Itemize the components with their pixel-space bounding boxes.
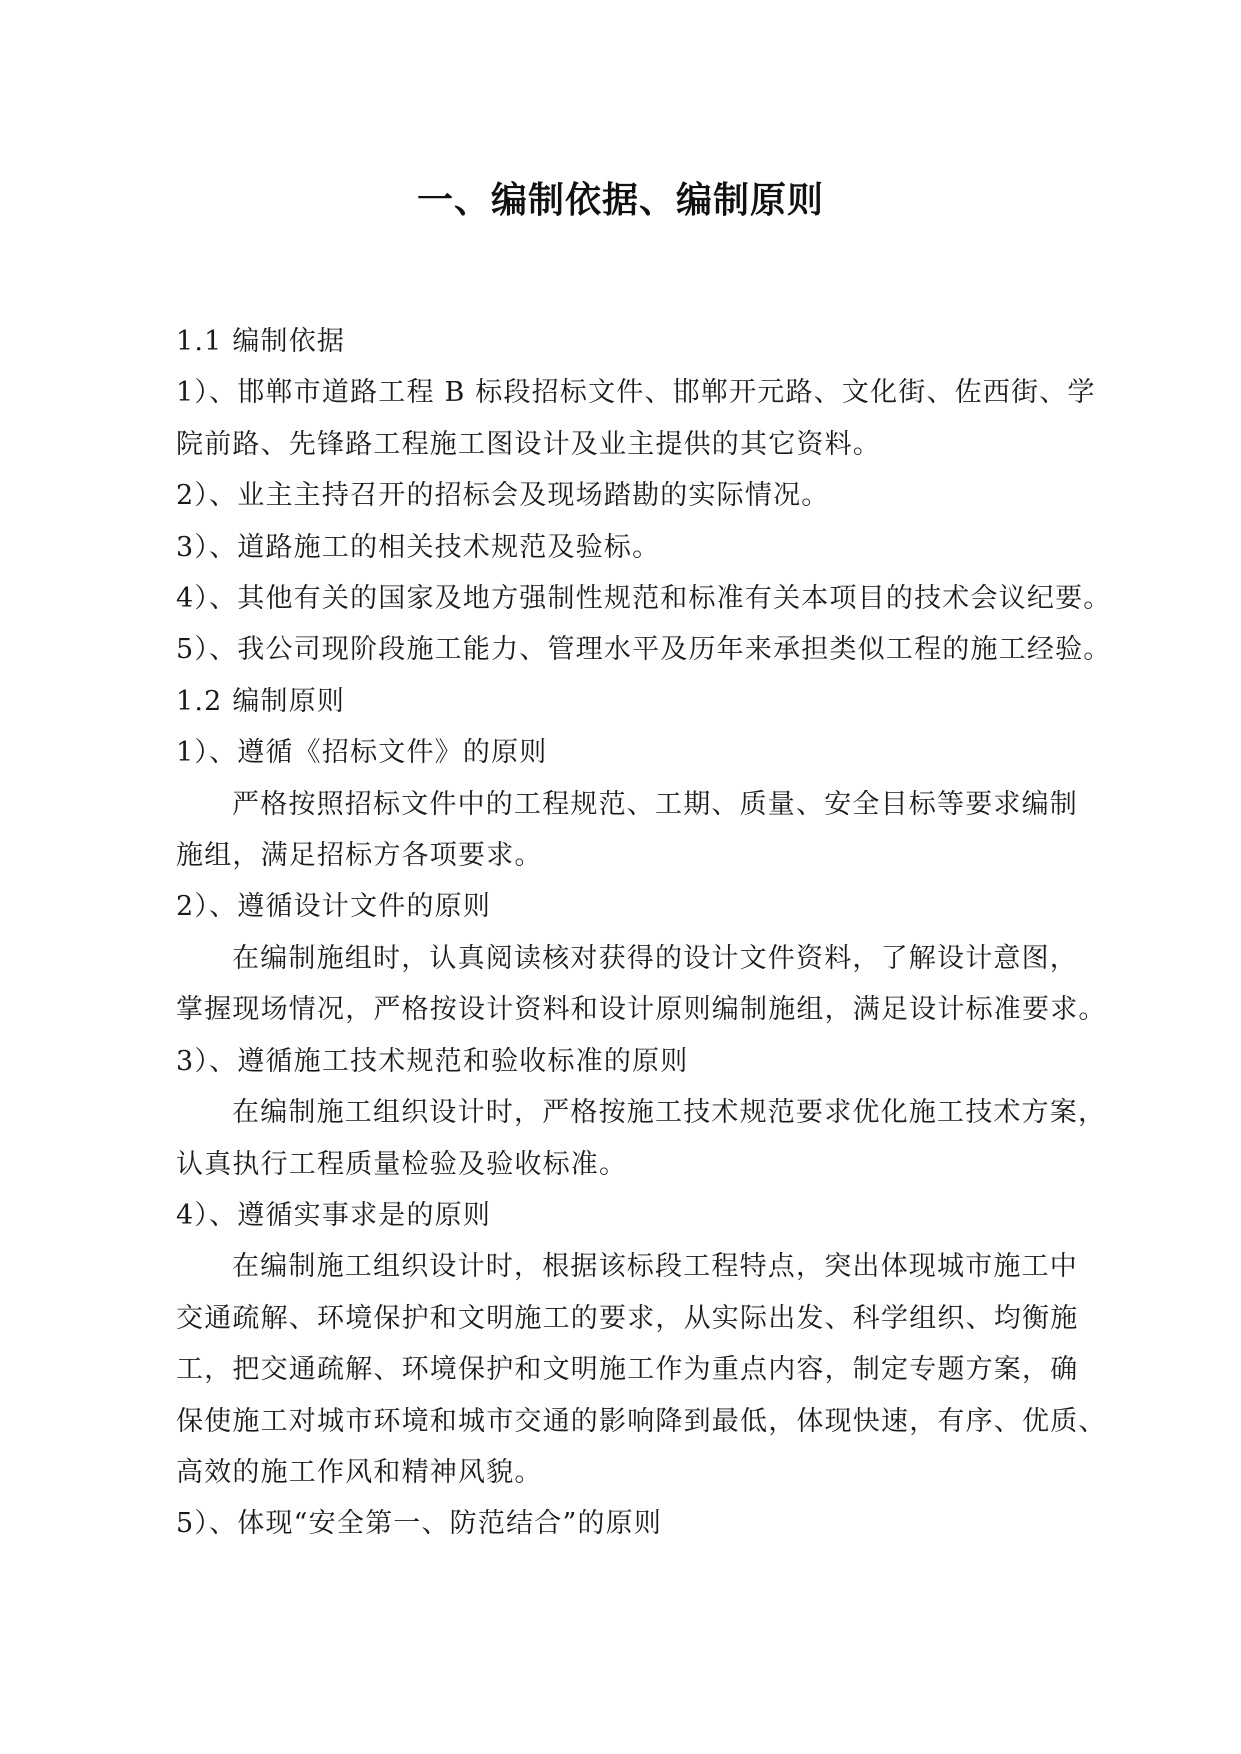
body-line: 1）、邯郸市道路工程 B 标段招标文件、邯郸开元路、文化街、佐西街、学 [176, 377, 1096, 409]
body-line: 2）、遵循设计文件的原则 [176, 891, 492, 923]
body-line: 掌握现场情况，严格按设计资料和设计原则编制施组，满足设计标准要求。 [176, 994, 1107, 1026]
section-heading: 1.2 编制原则 [176, 685, 346, 717]
body-line: 严格按照招标文件中的工程规范、工期、质量、安全目标等要求编制 [232, 788, 1078, 820]
body-line: 高效的施工作风和精神风貌。 [176, 1456, 543, 1488]
body-line: 4）、其他有关的国家及地方强制性规范和标准有关本项目的技术会议纪要。 [176, 583, 1112, 615]
body-line: 在编制施工组织设计时，根据该标段工程特点，突出体现城市施工中 [232, 1251, 1078, 1283]
document-body [176, 316, 1116, 1550]
body-line: 院前路、先锋路工程施工图设计及业主提供的其它资料。 [176, 428, 881, 460]
body-line: 认真执行工程质量检验及验收标准。 [176, 1148, 628, 1180]
body-line: 3）、道路施工的相关技术规范及验标。 [176, 531, 661, 563]
body-line: 5）、体现“安全第一、防范结合”的原则 [176, 1508, 663, 1540]
body-line: 4）、遵循实事求是的原则 [176, 1199, 492, 1231]
page-title: 一、编制依据、编制原则 [416, 180, 824, 221]
body-line: 3）、遵循施工技术规范和验收标准的原则 [176, 1045, 689, 1077]
body-line: 在编制施组时，认真阅读核对获得的设计文件资料，了解设计意图， [232, 942, 1078, 974]
body-line: 1）、遵循《招标文件》的原则 [176, 737, 548, 769]
body-line: 交通疏解、环境保护和文明施工的要求，从实际出发、科学组织、均衡施 [176, 1302, 1079, 1334]
body-line: 工，把交通疏解、环境保护和文明施工作为重点内容，制定专题方案，确 [176, 1354, 1079, 1386]
body-line: 2）、业主主持召开的招标会及现场踏勘的实际情况。 [176, 480, 830, 512]
body-line: 保使施工对城市环境和城市交通的影响降到最低，体现快速，有序、优质、 [176, 1405, 1107, 1437]
section-heading: 1.1 编制依据 [176, 326, 346, 357]
body-line: 施组，满足招标方各项要求。 [176, 840, 543, 872]
body-line: 在编制施工组织设计时，严格按施工技术规范要求优化施工技术方案， [232, 1097, 1107, 1129]
body-line: 5）、我公司现阶段施工能力、管理水平及历年来承担类似工程的施工经验。 [176, 634, 1112, 666]
